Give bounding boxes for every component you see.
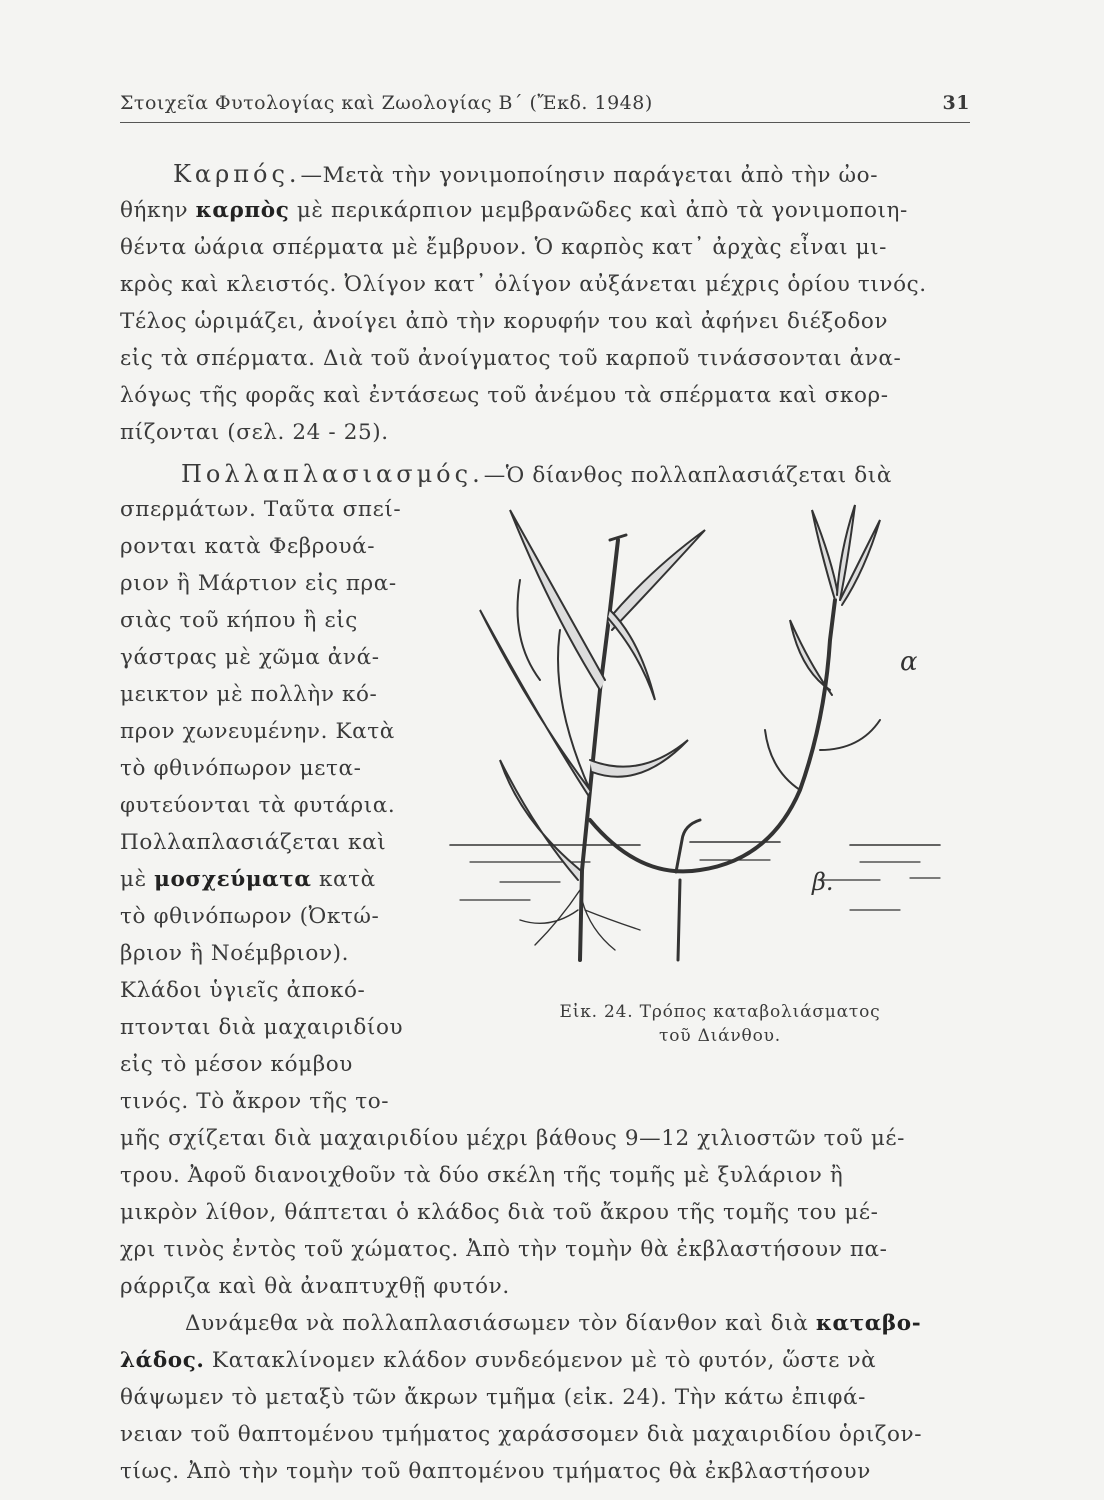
- paragraph-line: εἰς τὸ μέσον κόμβου: [120, 1052, 353, 1077]
- paragraph-line: λάδος. Κατακλίνομεν κλάδον συνδεόμενον μὲ τὸ φυτόν, ὥστε νὰ: [120, 1348, 877, 1373]
- paragraph-line: τὸ φθινόπωρον (Ὀκτώ-: [120, 904, 380, 929]
- paragraph-line: τίως. Ἀπὸ τὴν τομὴν τοῦ θαπτομένου τμήματος θὰ ἐκβλαστήσουν: [120, 1459, 871, 1484]
- paragraph-line: χρι τινὸς ἐντὸς τοῦ χώματος. Ἀπὸ τὴν τομὴν θὰ ἐκβλαστήσουν πα-: [120, 1237, 888, 1262]
- paragraph-line: τινός. Τὸ ἄκρον τῆς το-: [120, 1089, 390, 1114]
- paragraph-line: σπερμάτων. Ταῦτα σπεί-: [120, 497, 402, 522]
- running-header: [120, 92, 970, 123]
- paragraph-line: σιὰς τοῦ κήπου ἢ εἰς: [120, 608, 358, 633]
- section-heading-pollaplasiasmos: Πολλαπλασιασμός.: [181, 460, 484, 488]
- paragraph-line: θήκην καρπὸς μὲ περικάρπιον μεμβρανῶδες καὶ ἀπὸ τὰ γονιμοποιη-: [120, 198, 908, 223]
- paragraph-line: Δυνάμεθα νὰ πολλαπλασιάσωμεν τὸν δίανθον καὶ διὰ καταβο-: [185, 1311, 922, 1336]
- bold-term: καταβο-: [815, 1311, 922, 1336]
- paragraph-line: φυτεύονται τὰ φυτάρια.: [120, 793, 396, 818]
- bold-term: λάδος.: [120, 1348, 205, 1373]
- paragraph-line: πίζονται (σελ. 24 - 25).: [120, 420, 389, 445]
- page-number: 31: [942, 92, 970, 114]
- paragraph-line: μεικτον μὲ πολλὴν κό-: [120, 682, 378, 707]
- paragraph-line: λόγως τῆς φορᾶς καὶ ἐντάσεως τοῦ ἀνέμου τὰ σπέρματα καὶ σκορ-: [120, 383, 889, 408]
- section-heading-karpos: Καρπός.: [173, 160, 301, 188]
- figure-layering-illustration: [440, 490, 960, 990]
- paragraph-line: μῆς σχίζεται διὰ μαχαιριδίου μέχρι βάθους 9—12 χιλιοστῶν τοῦ μέ-: [120, 1126, 905, 1151]
- caption-line: τοῦ Διάνθου.: [659, 1026, 781, 1046]
- paragraph-line: Πολλαπλασιάζεται καὶ: [120, 830, 387, 855]
- paragraph-line: Τέλος ὡριμάζει, ἀνοίγει ἀπὸ τὴν κορυφήν του καὶ ἀφήνει διέξοδον: [120, 309, 889, 334]
- paragraph-line: τὸ φθινόπωρον μετα-: [120, 756, 362, 781]
- paragraph-line: θέντα ὠάρια σπέρματα μὲ ἔμβρυον. Ὁ καρπὸς κατ᾿ ἀρχὰς εἶναι μι-: [120, 235, 888, 260]
- paragraph-line: εἰς τὰ σπέρματα. Διὰ τοῦ ἀνοίγματος τοῦ καρποῦ τινάσσονται ἀνα-: [120, 346, 902, 371]
- paragraph-line: προν χωνευμένην. Κατὰ: [120, 719, 395, 744]
- bold-term: μοσχεύματα: [154, 867, 312, 892]
- paragraph-line: πτονται διὰ μαχαιριδίου: [120, 1015, 404, 1040]
- paragraph-line: Κλάδοι ὑγιεῖς ἀποκό-: [120, 978, 366, 1003]
- paragraph-line: ράρριζα καὶ θὰ ἀναπτυχθῇ φυτόν.: [120, 1274, 510, 1299]
- paragraph-line: μικρὸν λίθον, θάπτεται ὁ κλάδος διὰ τοῦ ἄκρου τῆς τομῆς του μέ-: [120, 1200, 879, 1225]
- paragraph-line: ρονται κατὰ Φεβρουά-: [120, 534, 376, 559]
- paragraph-line: μὲ μοσχεύματα κατὰ: [120, 867, 376, 892]
- figure-label-a: α: [900, 647, 918, 677]
- paragraph-line: κρὸς καὶ κλειστός. Ὀλίγον κατ᾿ ὀλίγον αὐξάνεται μέχρις ὁρίου τινός.: [120, 272, 927, 297]
- bold-term: καρπὸς: [195, 198, 290, 223]
- book-title: Στοιχεῖα Φυτολογίας καὶ Ζωολογίας Β΄ (Ἔκδ. 1948): [120, 92, 653, 114]
- paragraph-line: Καρπός.—Μετὰ τὴν γονιμοποίησιν παράγεται ἀπὸ τὴν ὠο-: [173, 160, 879, 188]
- paragraph-line: γάστρας μὲ χῶμα ἀνά-: [120, 645, 380, 670]
- figure-label-b: β.: [812, 868, 834, 896]
- paragraph-line: Πολλαπλασιασμός.—Ὁ δίανθος πολλαπλασιάζεται διὰ: [181, 460, 892, 488]
- caption-line: Εἰκ. 24. Τρόπος καταβολιάσματος: [559, 1002, 881, 1022]
- figure-caption: [510, 1000, 930, 1048]
- paragraph-line: θάψωμεν τὸ μεταξὺ τῶν ἄκρων τμῆμα (εἰκ. 24). Τὴν κάτω ἐπιφά-: [120, 1385, 867, 1410]
- paragraph-line: ριον ἢ Μάρτιον εἰς πρα-: [120, 571, 397, 596]
- paragraph-line: νειαν τοῦ θαπτομένου τμήματος χαράσσομεν διὰ μαχαιριδίου ὁριζον-: [120, 1422, 923, 1447]
- paragraph-line: τρου. Ἀφοῦ διανοιχθοῦν τὰ δύο σκέλη τῆς τομῆς μὲ ξυλάριον ἢ: [120, 1163, 844, 1188]
- paragraph-line: βριον ἢ Νοέμβριον).: [120, 941, 350, 966]
